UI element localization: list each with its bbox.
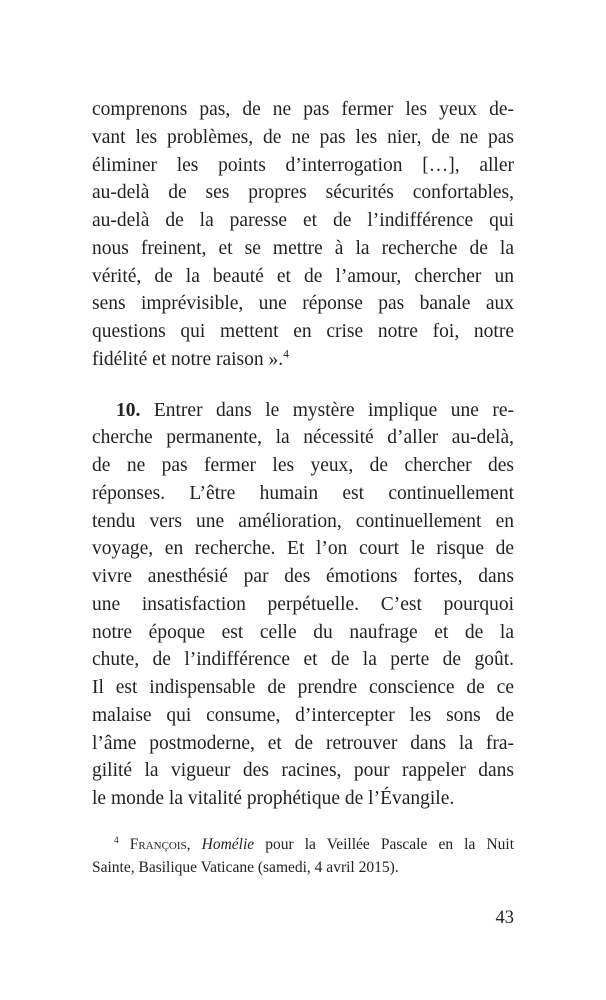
paragraph-quote-continuation [92,96,514,374]
text-line: Il est indispensable de prendre conscience de ce [92,677,514,698]
text-line: nous freinent, et se mettre à la recherche de la [92,237,514,259]
text-line: cherche permanente, la nécessité d’aller au-delà, [92,427,514,449]
text-line: questions qui mettent en crise notre foi, notre [92,321,514,342]
text-line: vérité, de la beauté et de l’amour, chercher un [92,265,514,287]
text-line: malaise qui consume, d’intercepter les sons de [92,704,514,726]
text-line: voyage, en recherche. Et l’on court le risque de [92,538,514,560]
text-block [92,0,514,929]
text-line: Sainte, Basilique Vaticane (samedi, 4 avril 2015). [92,858,399,876]
text-line: chute, de l’indifférence et de la perte de goût. [92,649,514,671]
text-line: de ne pas fermer les yeux, de chercher des [92,455,514,476]
text-line: une insatisfaction perpétuelle. C’est pourquoi [92,593,514,615]
text-line: vant les problèmes, de ne pas les nier, de ne pas [92,126,514,148]
text-line: 10. Entrer dans le mystère implique une re- [116,399,514,421]
text-line: éliminer les points d’interrogation […], aller [92,154,514,176]
text-line: gilité la vigueur des racines, pour rappeler dans [92,760,514,782]
text-line: réponses. L’être humain est continuellement [92,482,514,504]
text-line: comprenons pas, de ne pas fermer les yeux de- [92,99,514,120]
text-line: vivre anesthésié par des émotions fortes, dans [92,566,514,587]
page-number: 43 [495,907,514,928]
text-line: notre époque est celle du naufrage et de la [92,621,514,643]
footnote [92,833,514,879]
text-line: au-delà de la paresse et de l’indifférence qui [92,210,514,231]
text-line: tendu vers une amélioration, continuellement en [92,510,514,532]
text-line: $^4$ François, Homélie pour la Veillée Pascale en la Nuit [114,835,515,853]
text-line: au-delà de ses propres sécurités confortables, [92,182,514,204]
text-line: fidélité et notre raison ».$^4$ [92,347,289,370]
text-line: le monde la vitalité prophétique de l’Évangile. [92,788,455,809]
paragraph-10 [92,397,514,813]
text-line: sens imprévisible, une réponse pas banale aux [92,293,514,315]
text-line: l’âme postmoderne, et de retrouver dans la fra- [92,732,514,754]
